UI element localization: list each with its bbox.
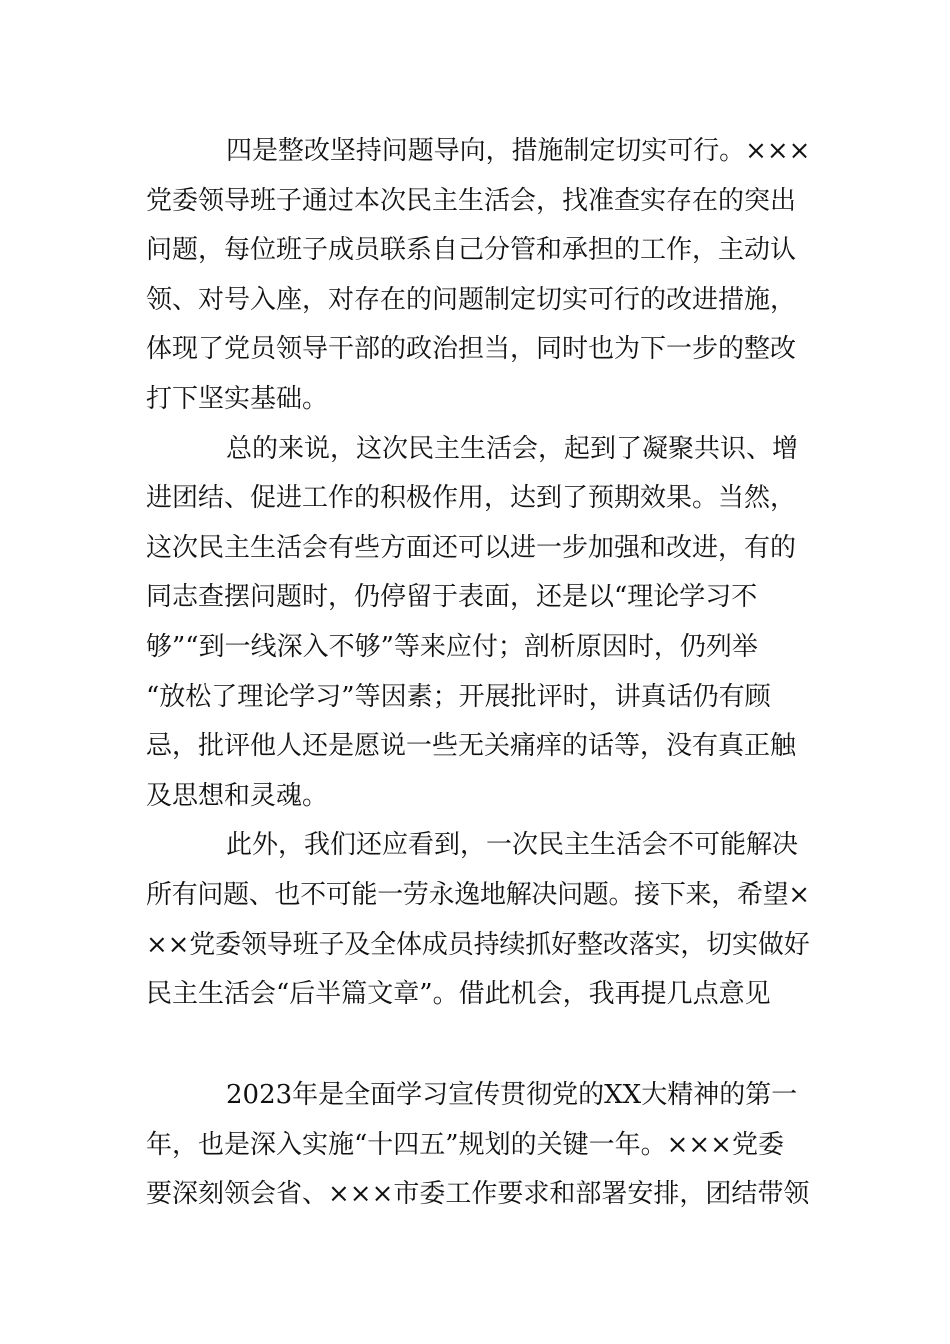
paragraph-summary xyxy=(146,425,810,822)
paragraph-line: 这次民主生活会有些方面还可以进一步加强和改进，有的 xyxy=(146,532,797,563)
paragraph-line: 打下坚实基础。 xyxy=(146,383,329,414)
paragraph-line: “放松了理论学习”等因素；开展批评时，讲真话仍有顾 xyxy=(146,681,771,712)
paragraph-line: 2023年是全面学习宣传贯彻党的XX大精神的第一 xyxy=(226,1080,798,1110)
paragraph-line: 忌，批评他人还是愿说一些无关痛痒的话等，没有真正触 xyxy=(146,731,797,762)
paragraph-line: 此外，我们还应看到，一次民主生活会不可能解决 xyxy=(226,830,799,861)
paragraph-line: 同志查摆问题时，仍停留于表面，还是以“理论学习不 xyxy=(146,582,758,613)
paragraph-line: 进团结、促进工作的积极作用，达到了预期效果。当然， xyxy=(146,483,797,514)
paragraph-line: 党委领导班子通过本次民主生活会，找准查实存在的突出 xyxy=(146,185,797,216)
paragraph-rectification xyxy=(146,127,810,425)
paragraph-line: 所有问题、也不可能一劳永逸地解决问题。接下来，希望× xyxy=(146,879,810,910)
paragraph-line: ××党委领导班子及全体成员持续抓好整改落实，切实做好 xyxy=(146,929,810,960)
paragraph-further xyxy=(146,821,810,1019)
paragraph-line: 年，也是深入实施“十四五”规划的关键一年。×××党委 xyxy=(146,1129,784,1160)
paragraph-line: 四是整改坚持问题导向，措施制定切实可行。××× xyxy=(226,136,811,166)
body-text-upper xyxy=(146,127,810,1020)
paragraph-line: 够”“到一线深入不够”等来应付；剖析原因时，仍列举 xyxy=(146,631,758,662)
paragraph-line: 及思想和灵魂。 xyxy=(146,780,329,811)
paragraph-line: 民主生活会“后半篇文章”。借此机会，我再提几点意见 xyxy=(146,979,771,1010)
body-text-lower xyxy=(146,1071,810,1220)
paragraph-line: 问题，每位班子成员联系自己分管和承担的工作，主动认 xyxy=(146,235,797,266)
paragraph-line: 要深刻领会省、×××市委工作要求和部署安排，团结带领 xyxy=(146,1179,810,1210)
paragraph-line: 体现了党员领导干部的政治担当，同时也为下一步的整改 xyxy=(146,334,797,365)
paragraph-line: 总的来说，这次民主生活会，起到了凝聚共识、增 xyxy=(226,433,799,464)
paragraph-2023 xyxy=(146,1071,810,1220)
paragraph-line: 领、对号入座，对存在的问题制定切实可行的改进措施， xyxy=(146,284,797,315)
